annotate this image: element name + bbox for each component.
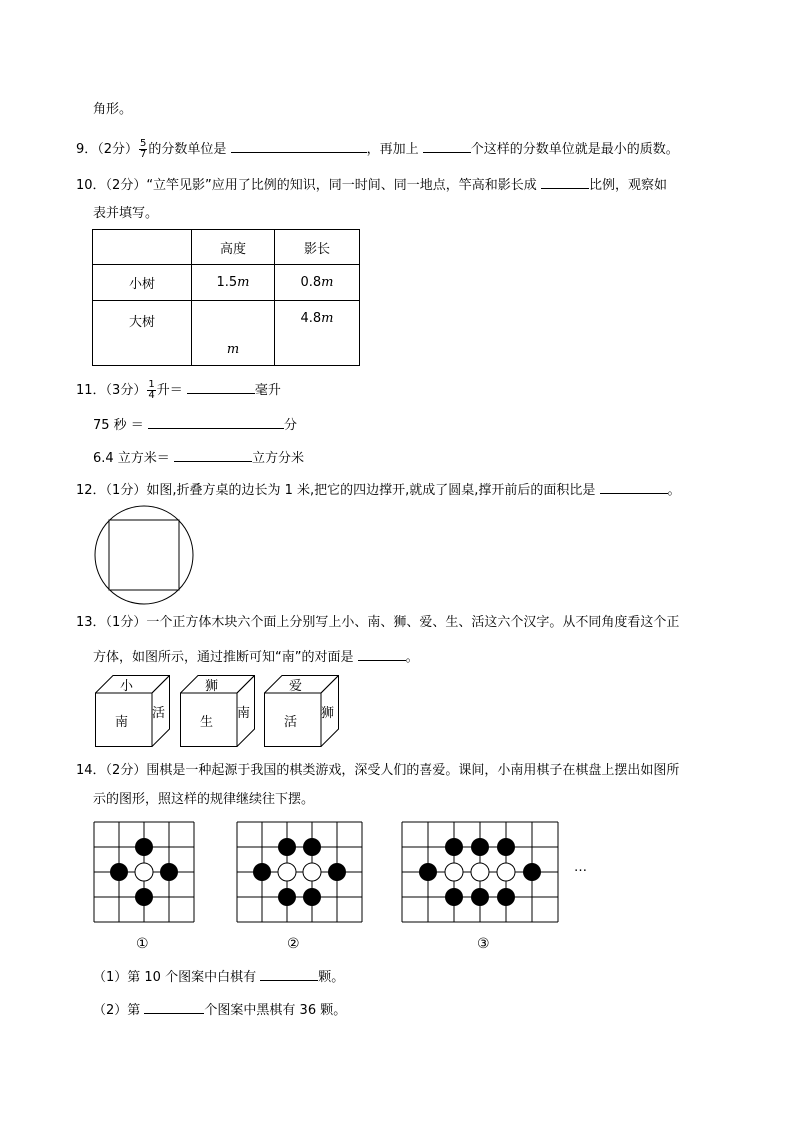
white-stone xyxy=(303,863,321,881)
q14-sub1-text-a: （1）第 10 个图案中白棋有 xyxy=(93,970,257,985)
question-9 xyxy=(76,139,679,160)
q10-text-a: 10．（2分）“立竿见影”应用了比例的知识，同一时间、同一地点，竿高和影长成 xyxy=(76,178,537,193)
q9-blank-1[interactable] xyxy=(231,140,367,153)
q11-fraction: $\frac{1}{4}$ xyxy=(148,379,155,401)
go-board-patterns xyxy=(90,818,580,928)
q12-end: 。 xyxy=(667,483,681,498)
white-stone xyxy=(135,863,153,881)
q10-line2: 表并填写。 xyxy=(93,206,159,221)
q8-tail: 角形。 xyxy=(93,102,133,117)
white-stone xyxy=(278,863,296,881)
table-big-tree-shadow: 4.8m xyxy=(275,301,360,366)
go-board-3 xyxy=(402,822,558,922)
square-table xyxy=(109,520,179,590)
go-board-2 xyxy=(237,822,362,922)
q13-line2 xyxy=(93,648,419,666)
q14-sub2 xyxy=(93,1001,346,1019)
table-small-tree: 小树 xyxy=(93,265,192,301)
black-stone xyxy=(328,863,346,881)
circle-square-figure xyxy=(94,505,196,607)
cube-3-top: 爱 xyxy=(289,679,303,694)
black-stone xyxy=(445,838,463,856)
black-stone xyxy=(471,838,489,856)
cube-2 xyxy=(180,675,255,747)
q14-blank-2[interactable] xyxy=(144,1001,204,1014)
black-stone xyxy=(523,863,541,881)
black-stone xyxy=(445,888,463,906)
black-stone xyxy=(497,838,515,856)
table-header-empty xyxy=(93,230,192,265)
q13-blank[interactable] xyxy=(358,648,406,661)
q14-sub2-text-b: 个图案中黑棋有 36 颗。 xyxy=(204,1003,347,1018)
table-header-shadow: 影长 xyxy=(275,230,360,265)
q14-line2: 示的图形，照这样的规律继续往下摆。 xyxy=(93,792,315,807)
cube-3-side: 狮 xyxy=(321,706,335,721)
pattern-label-2: ② xyxy=(287,936,300,952)
q9-text-a: 的分数单位是 xyxy=(148,142,227,157)
q11-c: 6.4 立方米＝ xyxy=(93,451,170,466)
q11-line3 xyxy=(93,449,304,467)
question-11 xyxy=(76,380,281,401)
black-stone xyxy=(110,863,128,881)
table-big-tree: 大树 xyxy=(93,301,192,366)
q11-c-unit: 立方分米 xyxy=(251,451,304,466)
q12-blank[interactable] xyxy=(600,481,668,494)
q14-blank-1[interactable] xyxy=(260,968,318,981)
q11-b-unit: 分 xyxy=(283,418,297,433)
black-stone xyxy=(253,863,271,881)
black-stone xyxy=(303,838,321,856)
white-stone xyxy=(471,863,489,881)
q14-line1: 14．（2分）围棋是一种起源于我国的棋类游戏，深受人们的喜爱。课间，小南用棋子在棋盘上摆出如图所 xyxy=(76,763,680,778)
cube-2-top: 狮 xyxy=(205,679,219,694)
q11-line2 xyxy=(93,416,297,434)
table-small-tree-shadow: 0.8m xyxy=(275,265,360,301)
round-table-circle xyxy=(95,506,193,604)
cube-3-front: 活 xyxy=(284,715,298,730)
pattern-label-3: ③ xyxy=(477,936,490,952)
pattern-ellipsis: … xyxy=(574,860,587,875)
black-stone xyxy=(471,888,489,906)
question-12 xyxy=(76,481,681,499)
q11-blank-2[interactable] xyxy=(148,416,284,429)
q14-sub1 xyxy=(93,968,344,986)
table-big-tree-height-input[interactable]: m xyxy=(192,301,275,366)
go-board-1 xyxy=(94,822,194,922)
cube-1-side: 活 xyxy=(152,706,166,721)
q9-prefix: 9．（2分） xyxy=(76,142,139,157)
cube-1-front: 南 xyxy=(115,715,129,730)
q14-sub1-text-b: 颗。 xyxy=(318,970,345,985)
black-stone xyxy=(419,863,437,881)
question-10 xyxy=(76,176,667,194)
cube-3 xyxy=(264,675,339,747)
cube-1 xyxy=(95,675,170,747)
q13-text-b: 。 xyxy=(405,650,419,665)
q11-blank-1[interactable] xyxy=(187,381,255,394)
q11-a-unit: 毫升 xyxy=(254,383,281,398)
q11-b: 75 秒 ＝ xyxy=(93,418,144,433)
q11-a: 升＝ xyxy=(156,383,183,398)
q11-blank-3[interactable] xyxy=(174,449,252,462)
q10-blank[interactable] xyxy=(541,176,589,189)
q10-text-b: 比例，观察如 xyxy=(588,178,667,193)
white-stone xyxy=(445,863,463,881)
q13-text-a: 方体，如图所示，通过推断可知“南”的对面是 xyxy=(93,650,354,665)
q9-blank-2[interactable] xyxy=(423,140,471,153)
q13-line1: 13．（1分）一个正方体木块六个面上分别写上小、南、狮、爱、生、活这六个汉字。从不同角度看这个正 xyxy=(76,615,680,630)
q11-prefix: 11．（3分） xyxy=(76,383,147,398)
white-stone xyxy=(497,863,515,881)
black-stone xyxy=(160,863,178,881)
cube-1-top: 小 xyxy=(120,679,134,694)
q14-sub2-text-a: （2）第 xyxy=(93,1003,141,1018)
pattern-label-1: ① xyxy=(136,936,149,952)
table-small-tree-height: 1.5m xyxy=(192,265,275,301)
shadow-table xyxy=(92,229,360,366)
black-stone xyxy=(278,838,296,856)
cube-2-side: 南 xyxy=(237,706,251,721)
q12-text: 12．（1分）如图,折叠方桌的边长为 1 米,把它的四边撑开,就成了圆桌,撑开前后的面积比是 xyxy=(76,483,596,498)
table-header-height: 高度 xyxy=(192,230,275,265)
black-stone xyxy=(135,888,153,906)
black-stone xyxy=(278,888,296,906)
cube-2-front: 生 xyxy=(200,715,214,730)
q9-text-c: 个这样的分数单位就是最小的质数。 xyxy=(470,142,679,157)
q9-text-b: ，再加上 xyxy=(366,142,419,157)
black-stone xyxy=(497,888,515,906)
q9-fraction: $\frac{5}{7}$ xyxy=(140,138,147,160)
black-stone xyxy=(303,888,321,906)
black-stone xyxy=(135,838,153,856)
